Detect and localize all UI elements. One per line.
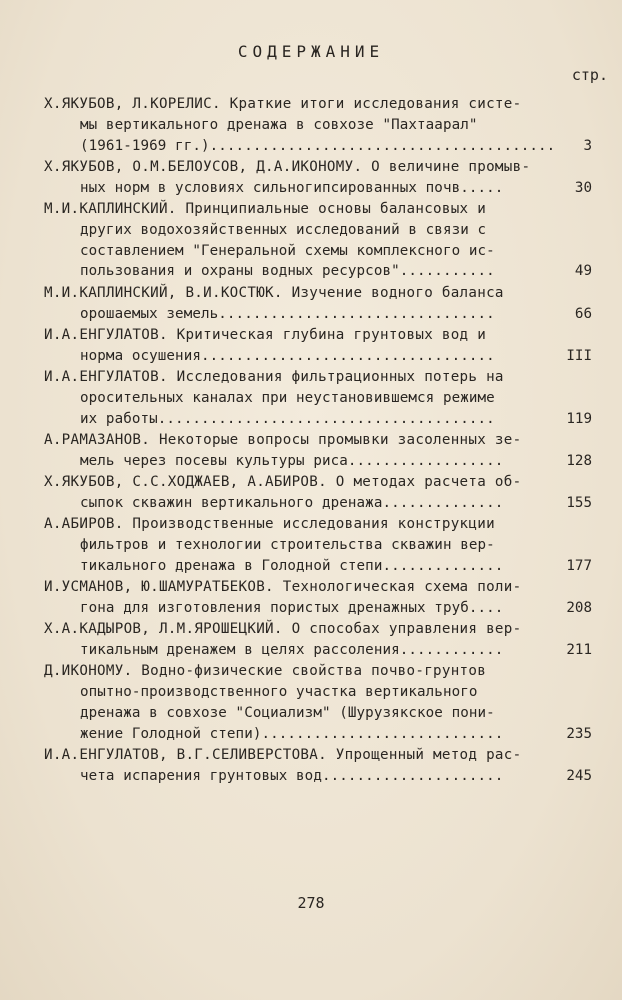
- toc-entry-page: 49: [574, 263, 592, 280]
- toc-entry-page: 128: [566, 452, 592, 469]
- toc-entry-continuation-line: жение Голодной степи)............................: [80, 725, 504, 742]
- toc-entry-continuation-line: орошаемых земель................................: [80, 305, 495, 322]
- page-title: СОДЕРЖАНИЕ: [237, 42, 385, 61]
- toc-entry-page: 119: [566, 410, 592, 427]
- toc-entry-page: 66: [574, 305, 592, 322]
- toc-entry-page: 211: [566, 641, 592, 658]
- toc-entry-continuation-line: норма осушения..................................: [80, 347, 495, 364]
- toc-entry-continuation-line: опытно-производственного участка вертикального: [80, 683, 478, 700]
- toc-entry-continuation-line: мель через посевы культуры риса..................: [80, 452, 504, 469]
- toc-entry-continuation-line: ных норм в условиях сильногипсированных почв.....: [80, 179, 504, 196]
- toc-entry-page: 208: [566, 599, 592, 616]
- toc-entry-continuation-line: их работы.......................................: [80, 410, 495, 427]
- toc-entry-page: 30: [574, 179, 592, 196]
- toc-entry-page: III: [566, 347, 592, 364]
- toc-entry-page: 155: [566, 494, 592, 511]
- toc-entry-continuation-line: других водохозяйственных исследований в связи с: [80, 221, 487, 238]
- toc-entry-continuation-line: дренажа в совхозе "Социализм" (Шурузякское пони-: [80, 704, 495, 721]
- toc-entry-continuation-line: составлением "Генеральной схемы комплексного ис-: [80, 242, 495, 259]
- toc-entry-first-line: М.И.КАПЛИНСКИЙ, В.И.КОСТЮК. Изучение водного баланса: [44, 284, 504, 301]
- toc-entry-continuation-line: сыпок скважин вертикального дренажа..............: [80, 494, 504, 511]
- toc-entry-continuation-line: чета испарения грунтовых вод.....................: [80, 767, 504, 784]
- toc-entry-continuation-line: (1961-1969 гг.)........................................: [80, 137, 556, 154]
- toc-entry-continuation-line: мы вертикального дренажа в совхозе "Пахтаарал": [80, 116, 478, 133]
- toc-entry-first-line: Х.ЯКУБОВ, Л.КОРЕЛИС. Краткие итоги исследования систе-: [44, 96, 522, 112]
- toc-entry-first-line: А.АБИРОВ. Производственные исследования конструкции: [44, 516, 495, 532]
- toc-entry-first-line: И.А.ЕНГУЛАТОВ, В.Г.СЕЛИВЕРСТОВА. Упрощенный метод рас-: [44, 746, 522, 763]
- toc-entry-page: 177: [566, 557, 592, 574]
- page-number: 278: [297, 894, 325, 912]
- toc-entry-first-line: И.А.ЕНГУЛАТОВ. Критическая глубина грунтовых вод и: [44, 326, 487, 343]
- toc-entry-continuation-line: тикального дренажа в Голодной степи..............: [80, 557, 504, 574]
- toc-entry-page: 235: [566, 725, 592, 742]
- toc-entry-first-line: А.РАМАЗАНОВ. Некоторые вопросы промывки засоленных зе-: [44, 431, 522, 448]
- toc-entry-continuation-line: фильтров и технологии строительства скважин вер-: [80, 536, 495, 553]
- toc-entry-continuation-line: оросительных каналах при неустановившемся режиме: [80, 389, 495, 406]
- toc-entry-first-line: Д.ИКОНОМУ. Водно-физические свойства почво-грунтов: [44, 663, 487, 680]
- toc-entry-first-line: Х.ЯКУБОВ, О.М.БЕЛОУСОВ, Д.А.ИКОНОМУ. О величине промыв-: [44, 158, 531, 175]
- toc-entry-continuation-line: гона для изготовления пористых дренажных труб....: [80, 599, 504, 616]
- toc-entry-continuation-line: пользования и охраны водных ресурсов"...........: [80, 263, 495, 280]
- toc-entry-first-line: М.И.КАПЛИНСКИЙ. Принципиальные основы балансовых и: [44, 201, 487, 217]
- toc-entry-first-line: И.А.ЕНГУЛАТОВ. Исследования фильтрационных потерь на: [44, 368, 504, 385]
- toc-entry-page: 3: [583, 137, 592, 154]
- toc-entry-first-line: И.УСМАНОВ, Ю.ШАМУРАТБЕКОВ. Технологическая схема поли-: [44, 578, 522, 595]
- toc-entry-continuation-line: тикальным дренажем в целях рассоления............: [80, 641, 504, 658]
- toc-entry-first-line: Х.А.КАДЫРОВ, Л.М.ЯРОШЕЦКИЙ. О способах управления вер-: [44, 621, 522, 637]
- toc-entry-page: 245: [566, 767, 592, 784]
- page-column-label: стр.: [571, 66, 608, 84]
- toc-entry-first-line: Х.ЯКУБОВ, С.С.ХОДЖАЕВ, А.АБИРОВ. О методах расчета об-: [44, 473, 522, 490]
